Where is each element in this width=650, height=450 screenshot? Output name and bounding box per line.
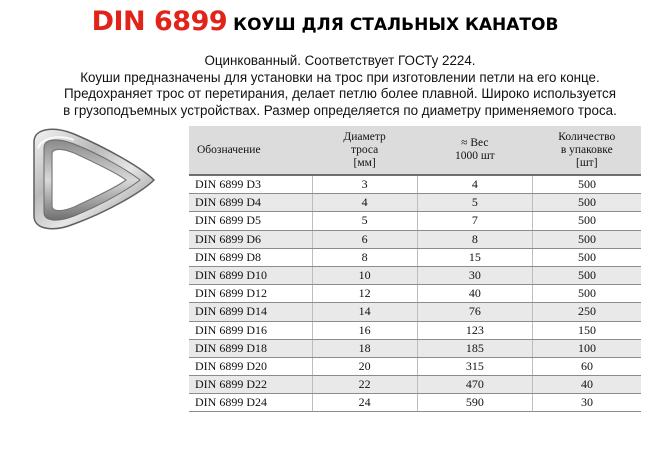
cell-weight: 8 [417, 230, 532, 248]
cell-weight: 5 [417, 194, 532, 212]
cell-quantity: 500 [533, 230, 641, 248]
cell-quantity: 250 [533, 303, 641, 321]
cell-designation: DIN 6899 D18 [189, 339, 312, 357]
cell-quantity: 100 [533, 339, 641, 357]
description-block [60, 53, 620, 119]
table-row [189, 230, 641, 248]
description-line: Оцинкованный. Соответствует ГОСТу 2224. [204, 53, 476, 68]
cell-quantity: 500 [533, 248, 641, 266]
cell-diameter: 16 [312, 321, 417, 339]
cell-weight: 76 [417, 303, 532, 321]
table-row [189, 248, 641, 266]
cell-designation: DIN 6899 D20 [189, 357, 312, 375]
cell-designation: DIN 6899 D4 [189, 194, 312, 212]
cell-diameter: 6 [312, 230, 417, 248]
cell-designation: DIN 6899 D10 [189, 266, 312, 284]
spec-table [189, 126, 641, 412]
cell-quantity: 500 [533, 194, 641, 212]
cell-weight: 40 [417, 285, 532, 303]
cell-weight: 470 [417, 376, 532, 394]
cell-diameter: 22 [312, 376, 417, 394]
cell-diameter: 12 [312, 285, 417, 303]
cell-diameter: 10 [312, 266, 417, 284]
table-row [189, 339, 641, 357]
cell-weight: 590 [417, 394, 532, 412]
cell-quantity: 500 [533, 175, 641, 194]
cell-quantity: 500 [533, 212, 641, 230]
table-row [189, 175, 641, 194]
description-line: Коуши предназначены для установки на трос при изготовлении петли на его конце. [80, 69, 600, 85]
cell-diameter: 24 [312, 394, 417, 412]
header-diameter: Диаметр троса [мм] [312, 126, 417, 175]
cell-quantity: 500 [533, 285, 641, 303]
header-weight: ≈ Вес 1000 шт [417, 126, 532, 175]
wire-rope-thimble-icon [12, 118, 172, 238]
cell-weight: 30 [417, 266, 532, 284]
cell-weight: 315 [417, 357, 532, 375]
cell-designation: DIN 6899 D5 [189, 212, 312, 230]
cell-diameter: 8 [312, 248, 417, 266]
cell-quantity: 40 [533, 376, 641, 394]
cell-weight: 123 [417, 321, 532, 339]
description-line: в грузоподъемных устройствах. Размер определяется по диаметру применяемого троса. [63, 102, 617, 118]
cell-diameter: 4 [312, 194, 417, 212]
cell-weight: 4 [417, 175, 532, 194]
cell-designation: DIN 6899 D12 [189, 285, 312, 303]
cell-designation: DIN 6899 D6 [189, 230, 312, 248]
cell-designation: DIN 6899 D8 [189, 248, 312, 266]
cell-designation: DIN 6899 D22 [189, 376, 312, 394]
table-row [189, 394, 641, 412]
cell-designation: DIN 6899 D16 [189, 321, 312, 339]
cell-quantity: 30 [533, 394, 641, 412]
header-designation: Обозначение [189, 126, 312, 175]
table-row [189, 376, 641, 394]
cell-diameter: 18 [312, 339, 417, 357]
table-row [189, 357, 641, 375]
cell-diameter: 20 [312, 357, 417, 375]
header-quantity: Количество в упаковке [шт] [533, 126, 641, 175]
cell-designation: DIN 6899 D3 [189, 175, 312, 194]
cell-quantity: 60 [533, 357, 641, 375]
cell-designation: DIN 6899 D14 [189, 303, 312, 321]
title-text: КОУШ ДЛЯ СТАЛЬНЫХ КАНАТОВ [233, 15, 559, 35]
table-header-row [189, 126, 641, 175]
cell-diameter: 3 [312, 175, 417, 194]
cell-weight: 185 [417, 339, 532, 357]
description-line: Предохраняет трос от перетирания, делает петлю более плавной. Широко используется [64, 86, 616, 101]
cell-designation: DIN 6899 D24 [189, 394, 312, 412]
table-row [189, 194, 641, 212]
table-row [189, 285, 641, 303]
table-row [189, 266, 641, 284]
title-code: DIN 6899 [91, 6, 228, 37]
cell-weight: 7 [417, 212, 532, 230]
table-row [189, 321, 641, 339]
cell-quantity: 150 [533, 321, 641, 339]
table-row [189, 212, 641, 230]
cell-diameter: 5 [312, 212, 417, 230]
cell-diameter: 14 [312, 303, 417, 321]
page-title [0, 6, 650, 37]
cell-weight: 15 [417, 248, 532, 266]
table-row [189, 303, 641, 321]
cell-quantity: 500 [533, 266, 641, 284]
